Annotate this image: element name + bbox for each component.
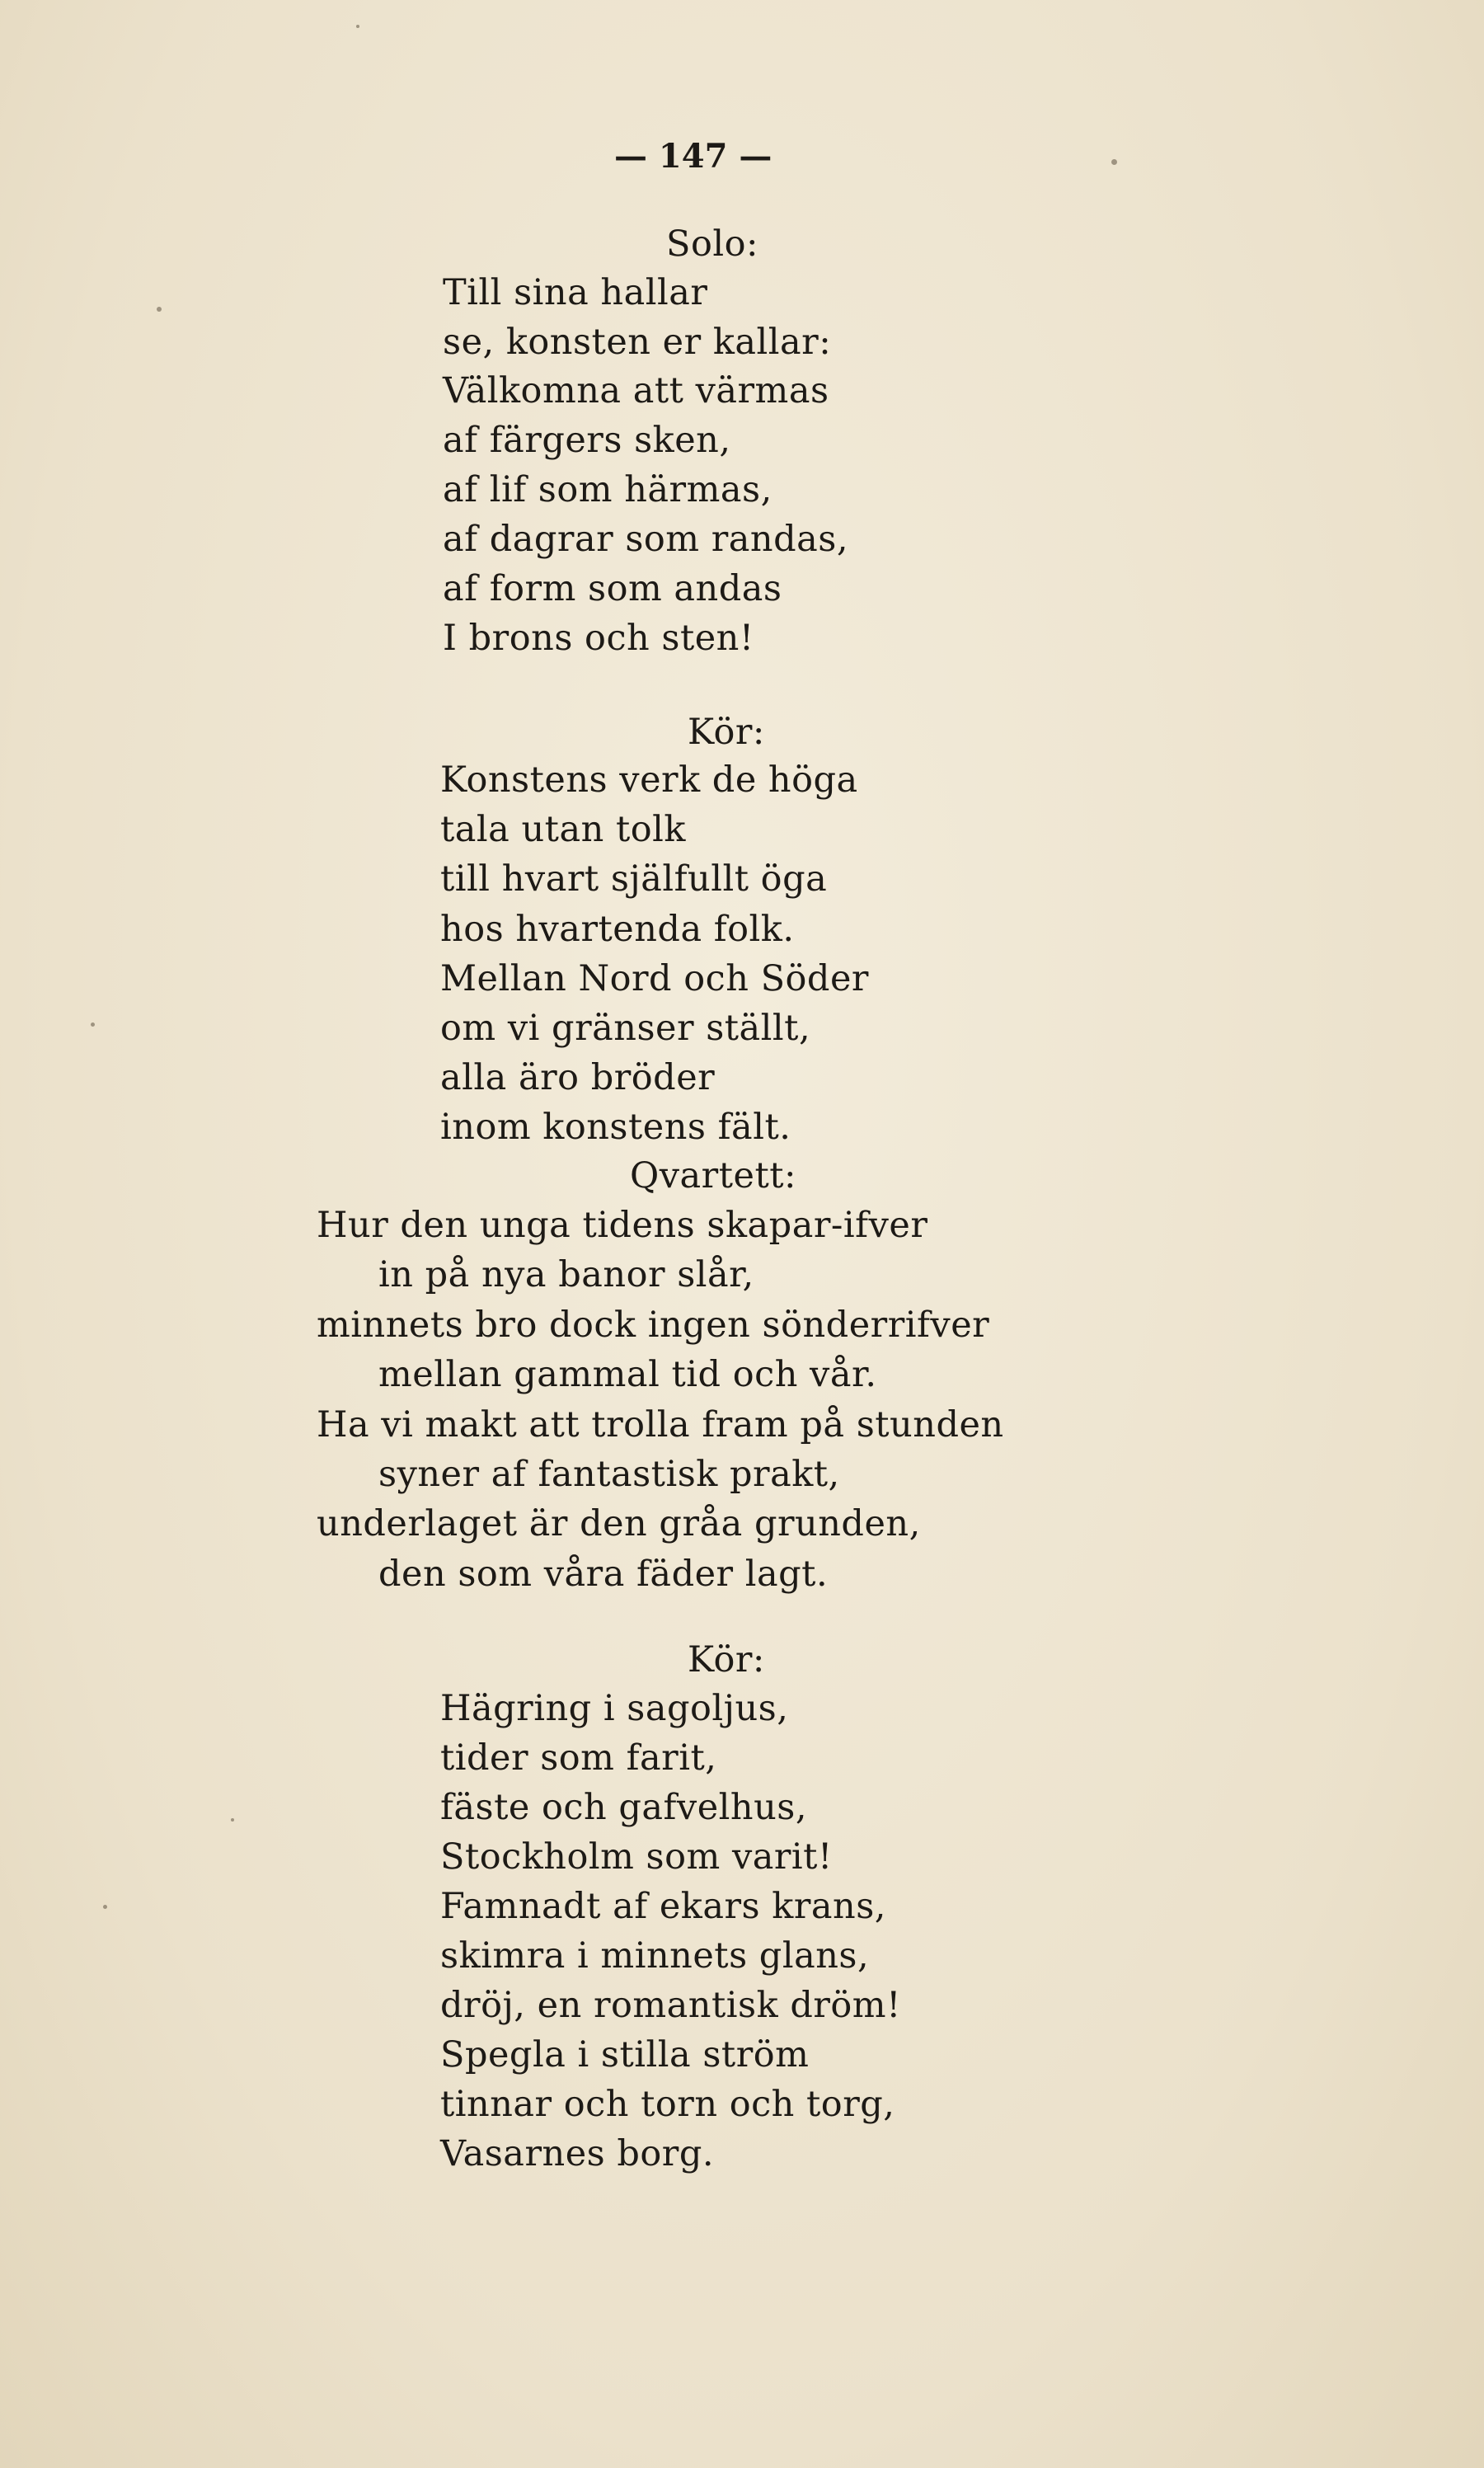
section-heading-solo: Solo: — [666, 223, 758, 265]
verse-line: syner af fantastisk prakt, — [378, 1454, 840, 1495]
verse-line: Hägring i sagoljus, — [440, 1688, 789, 1729]
verse-line: skimra i minnets glans, — [440, 1935, 870, 1977]
verse-line: den som våra fäder lagt. — [378, 1554, 829, 1595]
verse-line: se, konsten er kallar: — [443, 322, 832, 363]
verse-line: mellan gammal tid och vår. — [378, 1354, 877, 1395]
verse-line: underlaget är den gråa grunden, — [317, 1503, 921, 1544]
paper-speck — [91, 1022, 95, 1027]
verse-line: Mellan Nord och Söder — [440, 958, 869, 999]
verse-line: dröj, en romantisk dröm! — [440, 1985, 901, 2026]
verse-line: af färgers sken, — [443, 420, 731, 461]
verse-line: fäste och gafvelhus, — [440, 1787, 808, 1828]
verse-line: hos hvartenda folk. — [440, 909, 795, 950]
verse-line: in på nya banor slår, — [378, 1254, 754, 1295]
verse-line: minnets bro dock ingen sönderrifver — [317, 1305, 990, 1346]
verse-line: Ha vi makt att trolla fram på stunden — [317, 1404, 1004, 1446]
verse-line: tinnar och torn och torg, — [440, 2084, 895, 2125]
section-heading-kor: Kör: — [688, 1639, 765, 1681]
verse-line: af form som andas — [443, 568, 782, 609]
verse-line: alla äro bröder — [440, 1057, 716, 1098]
section-heading-kor: Kör: — [688, 712, 765, 753]
paper-speck — [356, 25, 359, 28]
verse-line: Välkomna att värmas — [443, 370, 829, 411]
verse-line: Vasarnes borg. — [440, 2133, 715, 2174]
paper-speck — [103, 1905, 107, 1909]
verse-line: Till sina hallar — [443, 272, 708, 313]
verse-line: af lif som härmas, — [443, 469, 773, 510]
verse-line: af dagrar som randas, — [443, 519, 849, 560]
verse-line: Famnadt af ekars krans, — [440, 1886, 886, 1927]
paper-speck — [1111, 159, 1117, 165]
verse-line: tider som farit, — [440, 1737, 717, 1779]
verse-line: Spegla i stilla ström — [440, 2034, 810, 2075]
section-heading-qvartett: Qvartett: — [630, 1155, 797, 1196]
page-number: — 147 — — [614, 137, 773, 176]
verse-line: till hvart själfullt öga — [440, 858, 828, 900]
verse-line: tala utan tolk — [440, 809, 686, 850]
verse-line: Hur den unga tidens skapar-ifver — [317, 1205, 928, 1246]
paper-speck — [231, 1818, 234, 1822]
verse-line: Stockholm som varit! — [440, 1836, 833, 1878]
paper-speck — [157, 307, 162, 312]
verse-line: om vi gränser ställt, — [440, 1008, 811, 1049]
verse-line: I brons och sten! — [443, 618, 754, 659]
verse-line: Konstens verk de höga — [440, 759, 858, 801]
verse-line: inom konstens fält. — [440, 1107, 791, 1148]
